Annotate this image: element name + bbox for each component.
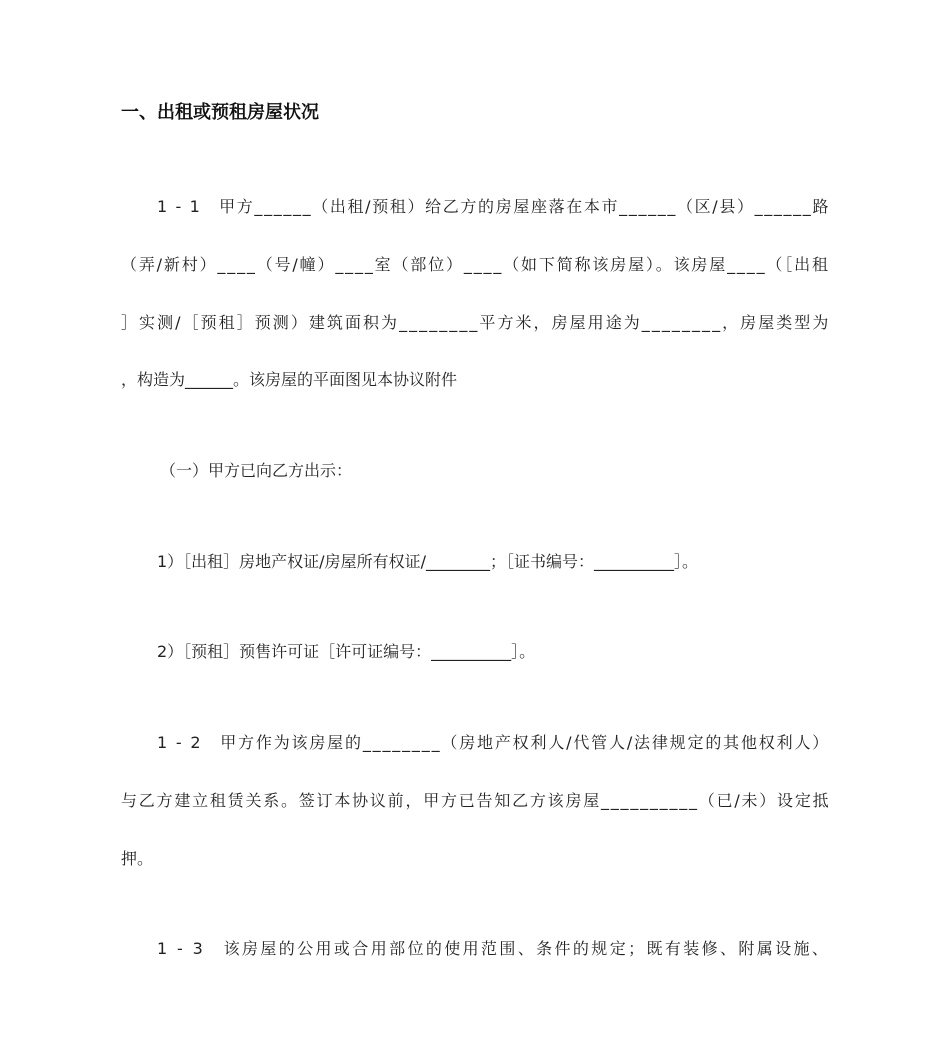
clause-1-1-line-2: （弄/新村）____（号/幢）____室（部位）____（如下简称该房屋）。该房屋____（［出租 [121,255,830,274]
clause-1-2-line-1: 1 - 2 甲方作为该房屋的________（房地产权利人/代管人/法律规定的其他权利人） [157,733,831,752]
clause-1-3-line-1: 1 - 3 该房屋的公用或合用部位的使用范围、条件的规定；既有装修、附属设施、 [157,939,831,958]
clause-1-1-line-3: ］实测/［预租］预测）建筑面积为________平方米，房屋用途为________，房屋类型为 [121,313,831,332]
list-item-property-certificate: 1）［出租］房地产权证/房屋所有权证/________；［证书编号：__________］。 [157,552,698,571]
clause-1-1-line-1: 1 - 1 甲方______（出租/预租）给乙方的房屋座落在本市______（区/县）______路 [157,197,831,216]
subsection-shown-documents: （一）甲方已向乙方出示： [160,461,353,480]
clause-1-1-line-4: ，构造为______。该房屋的平面图见本协议附件 [121,370,458,389]
list-item-presale-permit: 2）［预租］预售许可证［许可证编号：__________］。 [157,642,536,661]
clause-1-2-line-2: 与乙方建立租赁关系。签订本协议前，甲方已告知乙方该房屋__________（已/未）设定抵 [121,791,831,810]
section-heading: 一、出租或预租房屋状况 [121,102,319,123]
clause-1-2-line-3: 押。 [121,849,154,868]
